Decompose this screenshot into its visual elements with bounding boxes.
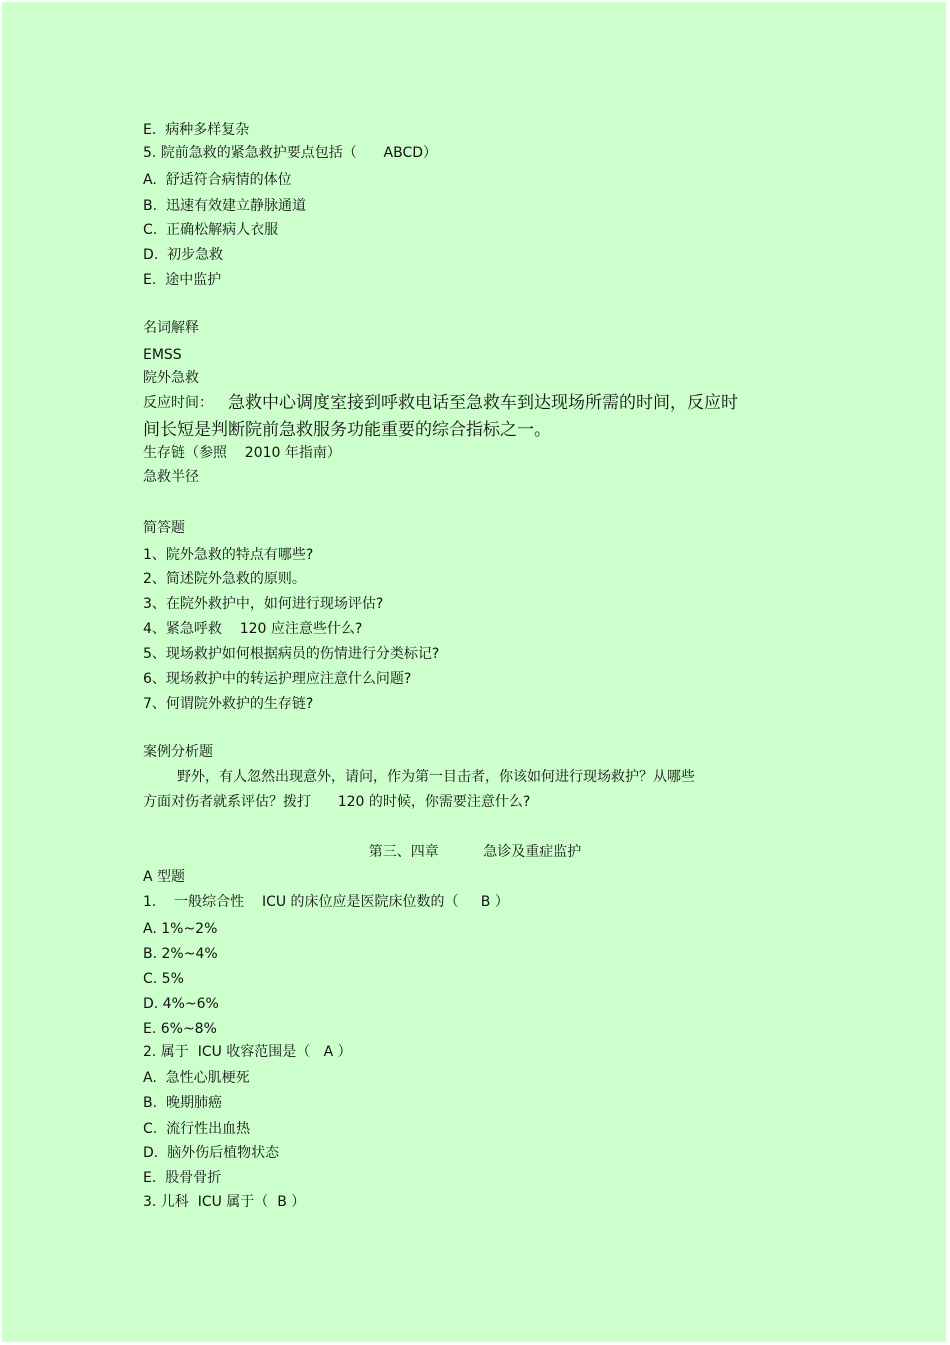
section-heading-terms: 名词解释: [143, 320, 199, 336]
chapter-title: 第三、四章 急诊及重症监护: [368, 844, 582, 860]
section-heading-case: 案例分析题: [143, 744, 213, 760]
short-answer-4: 4、紧急呼救 120 应注意些什么?: [143, 621, 363, 637]
section-heading-type-a: A 型题: [143, 869, 186, 885]
term-survival-chain: 生存链（参照 2010 年指南）: [143, 445, 341, 461]
term-prehospital: 院外急救: [143, 370, 199, 386]
option-d-line: D. 脑外伤后植物状态: [143, 1145, 280, 1161]
term-response-time-definition: 急救中心调度室接到呼救电话至急救车到达现场所需的时间，反应时: [228, 393, 738, 413]
option-a-line: A. 1%~2%: [143, 921, 218, 937]
short-answer-6: 6、现场救护中的转运护理应注意什么问题?: [143, 671, 412, 687]
short-answer-7: 7、何谓院外救护的生存链?: [143, 696, 314, 712]
option-d-line: D. 4%~6%: [143, 996, 219, 1012]
question-2: 2. 属于 ICU 收容范围是（ A ）: [143, 1044, 352, 1060]
term-rescue-radius: 急救半径: [143, 469, 199, 485]
short-answer-1: 1、院外急救的特点有哪些?: [143, 547, 314, 563]
option-e-line: E. 6%~8%: [143, 1021, 217, 1037]
short-answer-3: 3、在院外救护中，如何进行现场评估?: [143, 596, 384, 612]
case-text: 野外，有人忽然出现意外，请问，作为第一目击者，你该如何进行现场救护？从哪些: [177, 769, 695, 785]
option-b-line: B. 2%~4%: [143, 946, 218, 962]
option-d-line: D. 初步急救: [143, 247, 224, 263]
option-b-line: B. 迅速有效建立静脉通道: [143, 198, 306, 214]
option-e-line: E. 途中监护: [143, 272, 222, 288]
option-e-line: E. 病种多样复杂: [143, 122, 250, 138]
term-emss: EMSS: [143, 347, 182, 363]
term-response-time-definition-cont: 间长短是判断院前急救服务功能重要的综合指标之一。: [143, 420, 551, 440]
section-heading-short-answer: 简答题: [143, 520, 185, 536]
option-c-line: C. 正确松解病人衣服: [143, 222, 279, 238]
term-response-time-label: 反应时间：: [143, 395, 213, 411]
question-5: 5. 院前急救的紧急救护要点包括（ ABCD）: [143, 145, 437, 161]
option-c-line: C. 流行性出血热: [143, 1121, 251, 1137]
option-b-line: B. 晚期肺癌: [143, 1095, 222, 1111]
option-e-line: E. 股骨骨折: [143, 1170, 222, 1186]
option-a-line: A. 急性心肌梗死: [143, 1070, 250, 1086]
question-1: 1. 一般综合性 ICU 的床位应是医院床位数的（ B ）: [143, 894, 509, 910]
question-3: 3. 儿科 ICU 属于（ B ）: [143, 1194, 306, 1210]
short-answer-5: 5、现场救护如何根据病员的伤情进行分类标记?: [143, 646, 440, 662]
case-text-cont: 方面对伤者就系评估？拨打 120 的时候，你需要注意什么?: [143, 794, 531, 810]
option-c-line: C. 5%: [143, 971, 184, 987]
short-answer-2: 2、简述院外急救的原则。: [143, 571, 306, 587]
option-a-line: A. 舒适符合病情的体位: [143, 172, 292, 188]
